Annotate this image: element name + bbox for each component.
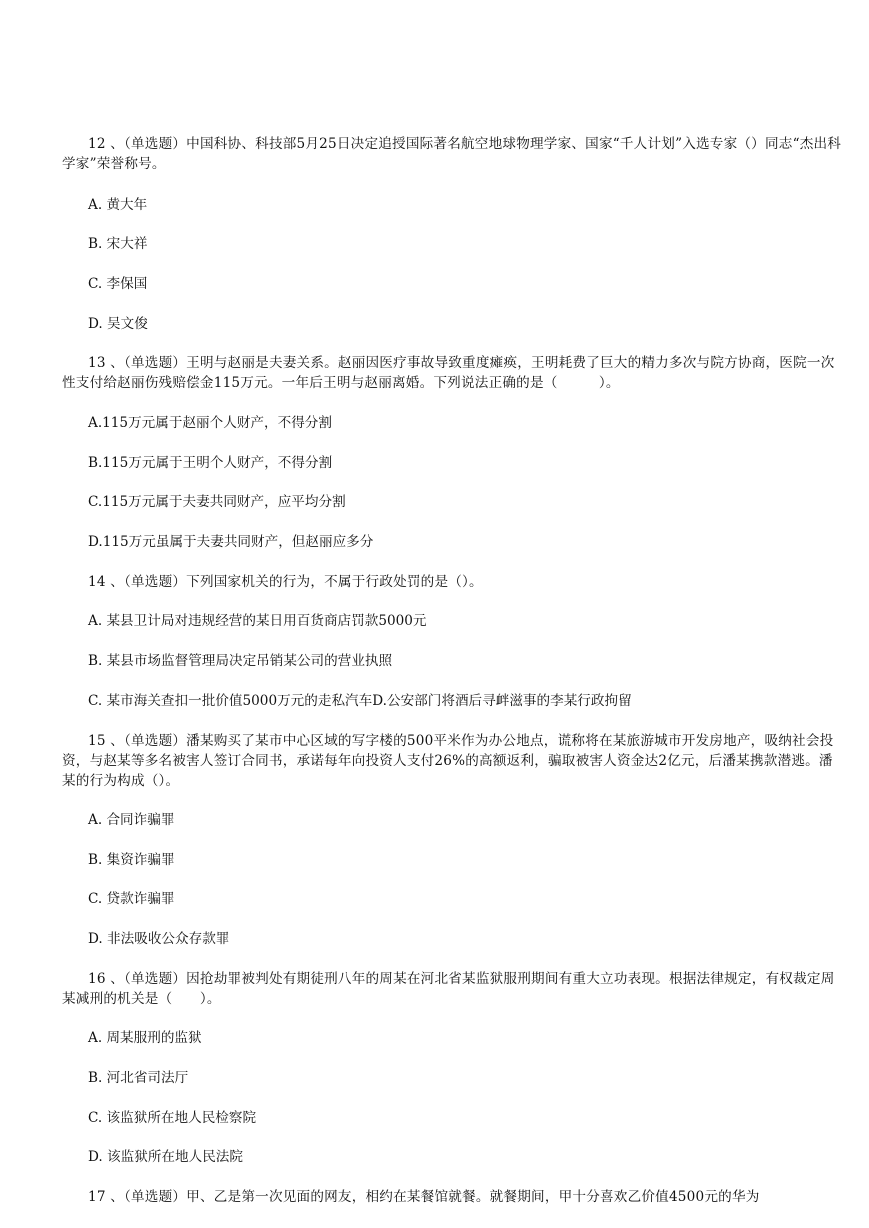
question-12-option-c: C. 李保国 [88,276,148,292]
question-14-option-c: C. 某市海关查扣一批价值5000万元的走私汽车D.公安部门将酒后寻衅滋事的李某行政拘留 [88,693,632,709]
question-15-option-b: B. 集资诈骗罪 [88,852,175,868]
question-14-stem: 14 、（单选题）下列国家机关的行为，不属于行政处罚的是（）。 [88,574,483,590]
question-14-option-a: A. 某县卫计局对违规经营的某日用百货商店罚款5000元 [88,613,427,629]
question-13-option-a: A.115万元属于赵丽个人财产，不得分割 [88,415,332,431]
question-12-stem: 12 、（单选题）中国科协、科技部5月25日决定追授国际著名航空地球物理学家、国家“千人计划”入选专家（）同志“杰出科学家”荣誉称号。 [62,136,842,172]
question-13-stem: 13 、（单选题）王明与赵丽是夫妻关系。赵丽因医疗事故导致重度瘫痪，王明耗费了巨大的精力多次与院方协商，医院一次性支付给赵丽伤残赔偿金115万元。一年后王明与赵丽离婚。下列说法正确的是（ ）。 [62,355,835,391]
question-15-stem: 15 、（单选题）潘某购买了某市中心区域的写字楼的500平米作为办公地点，谎称将在某旅游城市开发房地产，吸纳社会投资，与赵某等多名被害人签订合同书，承诺每年向投资人支付26%的高额返利，骗取被害人资金达2亿元，后潘某携款潜逃。潘某的行为构成（）。 [62,733,834,789]
question-16-option-d: D. 该监狱所在地人民法院 [88,1149,243,1165]
question-12-option-d: D. 吴文俊 [88,316,148,332]
question-16-option-b: B. 河北省司法厅 [88,1070,189,1086]
question-14-option-b: B. 某县市场监督管理局决定吊销某公司的营业执照 [88,653,393,669]
question-15-option-a: A. 合同诈骗罪 [88,812,175,828]
question-12-option-b: B. 宋大祥 [88,236,148,252]
question-16-stem: 16 、（单选题）因抢劫罪被判处有期徒刑八年的周某在河北省某监狱服刑期间有重大立功表现。根据法律规定，有权裁定周某减刑的机关是（ ）。 [62,971,835,1007]
question-15-option-c: C. 贷款诈骗罪 [88,891,175,907]
question-15-option-d: D. 非法吸收公众存款罪 [88,931,230,947]
question-12-option-a: A. 黄大年 [88,197,148,213]
question-17-stem: 17 、（单选题）甲、乙是第一次见面的网友，相约在某餐馆就餐。就餐期间，甲十分喜欢乙价值4500元的华为 [88,1189,760,1205]
question-13-option-c: C.115万元属于夫妻共同财产，应平均分割 [88,494,346,510]
question-13-option-b: B.115万元属于王明个人财产，不得分割 [88,455,333,471]
question-13-option-d: D.115万元虽属于夫妻共同财产，但赵丽应多分 [88,534,374,550]
question-16-option-a: A. 周某服刑的监狱 [88,1030,202,1046]
question-16-option-c: C. 该监狱所在地人民检察院 [88,1110,257,1126]
